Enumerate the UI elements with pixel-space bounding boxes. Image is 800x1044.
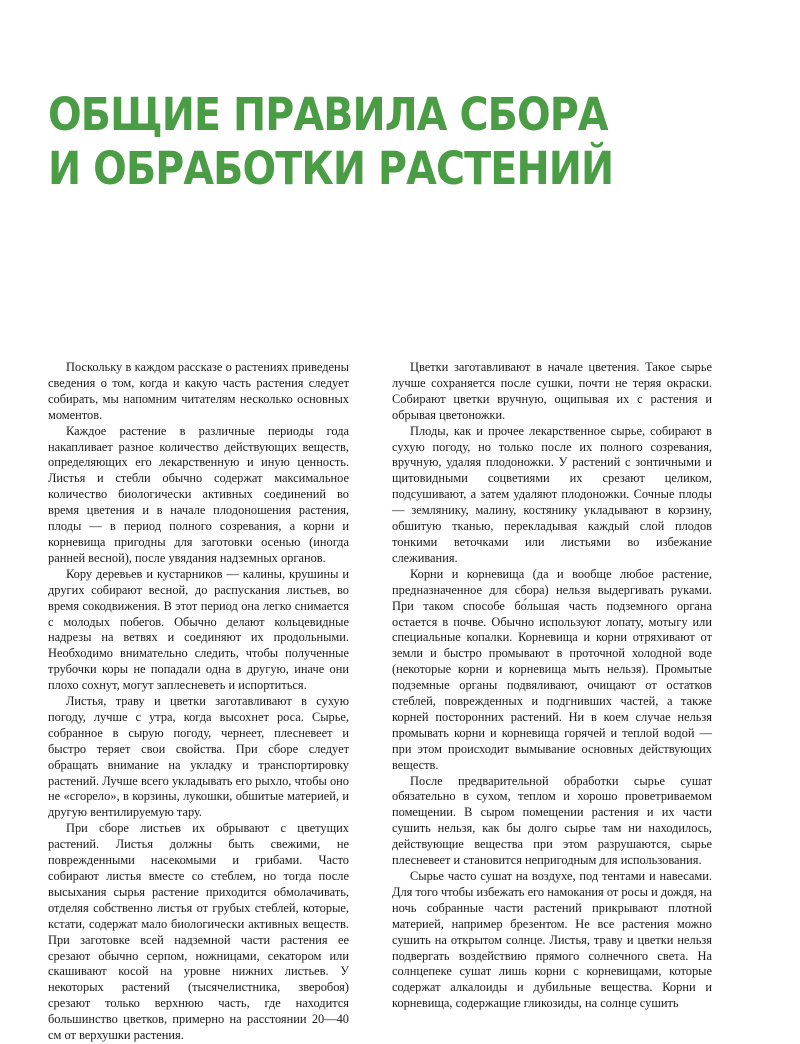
paragraph: Кору деревьев и кустарников — калины, крушины и других собирают весной, до распускания листьев, во время сокодвижения. В этот период она легко снимается с молодых побегов. Обычно делают кольцевидные надрезы на ветвях и соединяют их продольными. Необходимо внимательно следить, чтобы полученные трубочки коры не попадали одна в другую, иначе они плохо сохнут, могут заплесневеть и испортиться. (48, 566, 349, 693)
right-column (392, 360, 712, 1012)
paragraph: После предварительной обработки сырье сушат обязательно в сухом, теплом и хорошо проветриваемом помещении. В сыром помещении растения и их части сушить нельзя, как бы долго сырье там ни находилось, действующие вещества при этом разрушаются, сырье плесневеет и становится непригодным для использования. (392, 773, 712, 868)
left-column (48, 360, 349, 1044)
paragraph: Поскольку в каждом рассказе о растениях приведены сведения о том, когда и какую часть растения следует собирать, мы напомним читателям несколько основных моментов. (48, 360, 349, 422)
paragraph: Цветки заготавливают в начале цветения. Такое сырье лучше сохраняется после сушки, почти не теряя окраски. Собирают цветки вручную, ощипывая их с растения и обрывая цветоножки. (392, 360, 712, 422)
paragraph: Сырье часто сушат на воздухе, под тентами и навесами. Для того чтобы избежать его намокания от росы и дождя, на ночь собранные части растений прикрывают плотной материей, например брезентом. Не все растения можно сушить на открытом солнце. Листья, траву и цветки нельзя подвергать воздействию прямого солнечного света. На солнцепеке сушат лишь корни с корневищами, которые содержат алкалоиды и дубильные вещества. Корни и корневища, содержащие гликозиды, на солнце сушить (392, 869, 712, 1011)
title-line-1: ОБЩИЕ ПРАВИЛА СБОРА (48, 88, 608, 141)
paragraph: Листья, траву и цветки заготавливают в сухую погоду, лучше с утра, когда высохнет роса. Сырье, собранное в сырую погоду, чернеет, плесневеет и быстро теряет свои свойства. При сборе следует обращать внимание на укладку и транспортировку растений. Лучше всего укладывать его рыхло, чтобы оно не «сгорело», в корзины, лукошки, обшитые материей, и другую вентилируемую тару. (48, 694, 349, 820)
paragraph: Корни и корневища (да и вообще любое растение, предназначенное для сбора) нельзя выдергивать руками. При таком способе бо́льшая часть подземного органа остается в почве. Обычно используют лопату, мотыгу или специальные копалки. Корневища и корни отряхивают от земли и быстро промывают в проточной холодной воде (некоторые корни и корневища мыть нельзя). Промытые подземные органы подвяливают, очищают от остатков стеблей, поврежденных и подгнивших частей, а также корней посторонних растений. Ни в коем случае нельзя промывать корни и корневища горячей и теплой водой — при этом происходит вымывание основных действующих веществ. (392, 566, 712, 772)
paragraph: Каждое растение в различные периоды года накапливает разное количество действующих веществ, определяющих его лекарственную и иную ценность. Листья и стебли обычно содержат максимальное количество биологически активных соединений во время цветения и в начале плодоношения растения, плоды — в период полного созревания, а корни и корневища пригодны для заготовки осенью (иногда ранней весной), после увядания надземных органов. (48, 423, 349, 565)
paragraph: Плоды, как и прочее лекарственное сырье, собирают в сухую погоду, но только после их полного созревания, вручную, удаляя плодоножки. У растений с зонтичными и щитовидными соцветиями их срезают целиком, подсушивают, а затем удаляют плодоножки. Сочные плоды — землянику, малину, костянику укладывают в корзину, обшитую тканью, перекладывая каждый слой плодов тонкими веточками или листьями во избежание слеживания. (392, 423, 712, 565)
paragraph: При сборе листьев их обрывают с цветущих растений. Листья должны быть свежими, не поврежденными насекомыми и грибами. Часто собирают листья вместе со стеблем, но тогда после высыхания сырья растение приходится обмолачивать, отделяя собственно листья от грубых стеблей, которые, кстати, содержат мало биологически активных веществ. При заготовке всей надземной части растения ее срезают обычно серпом, ножницами, секатором или скашивают косой на уровне нижних листьев. У некоторых растений (тысячелистника, зверобоя) срезают только верхнюю часть, где находится большинство цветков, примерно на расстоянии 20—40 см от верхушки растения. (48, 821, 349, 1043)
page-title (48, 88, 613, 196)
title-line-2: И ОБРАБОТКИ РАСТЕНИЙ (48, 142, 614, 195)
